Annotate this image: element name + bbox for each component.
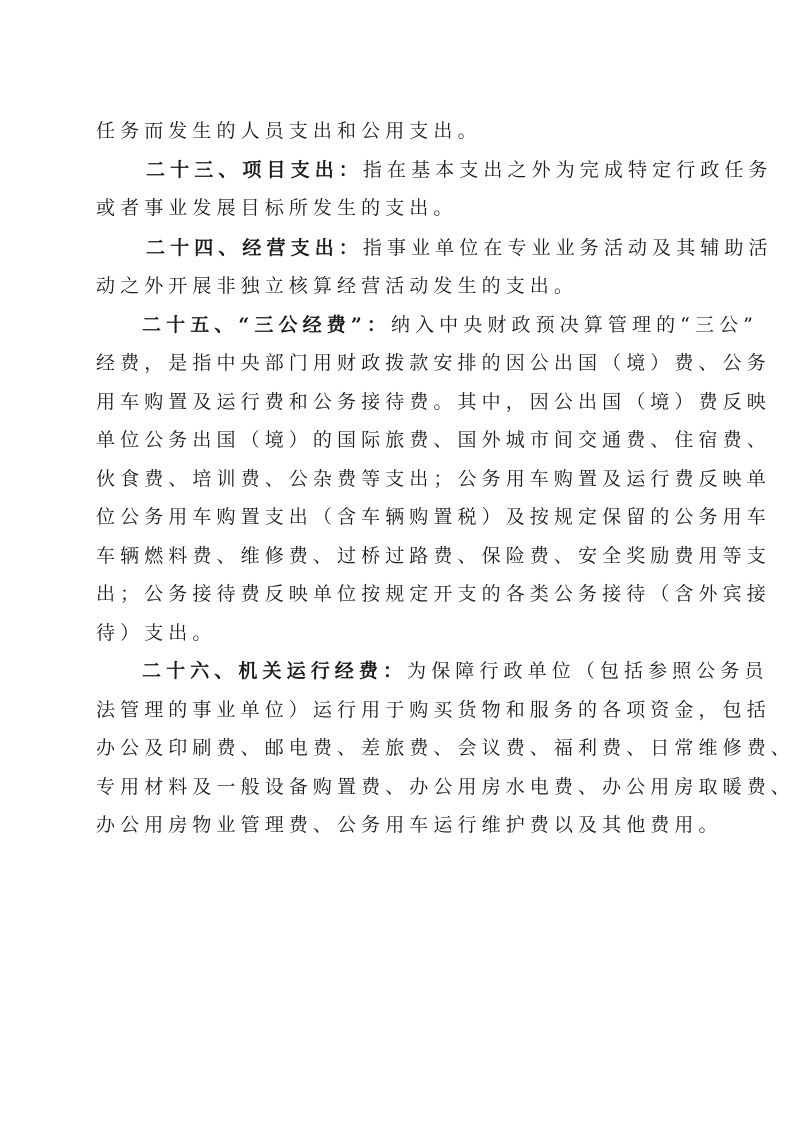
text-line: [96, 114, 482, 148]
term-heading: 二十五、“三公经费”：: [142, 314, 391, 336]
text-line: [96, 500, 771, 534]
line-text: 用车购置及运行费和公务接待费。其中，因公出国（境）费反映: [96, 391, 771, 413]
text-line: [96, 731, 795, 765]
line-text: 车辆燃料费、维修费、过桥过路费、保险费、安全奖励费用等支: [96, 545, 771, 567]
line-text: 法管理的事业单位）运行用于购买货物和服务的各项资金，包括: [96, 699, 771, 721]
term-line: [146, 231, 773, 265]
line-text: 位公务用车购置支出（含车辆购置税）及按规定保留的公务用车: [96, 506, 771, 528]
line-text: 为保障行政单位（包括参照公务员: [407, 660, 769, 682]
text-line: [96, 462, 771, 496]
line-text: 办公用房物业管理费、公务用车运行维护费以及其他费用。: [96, 814, 723, 836]
line-text: 任务而发生的人员支出和公用支出。: [96, 120, 482, 142]
line-text: 经费，是指中央部门用财政拨款安排的因公出国（境）费、公务: [96, 352, 771, 374]
text-line: [96, 770, 795, 804]
text-line: [96, 539, 771, 573]
text-line: [96, 693, 771, 727]
text-line: [96, 191, 458, 225]
text-line: [96, 808, 723, 842]
text-line: [96, 423, 771, 457]
text-line: [96, 346, 771, 380]
line-text: 待）支出。: [96, 622, 217, 644]
term-line: [146, 153, 773, 187]
text-line: [96, 269, 578, 303]
term-heading: 二十三、项目支出：: [146, 159, 363, 181]
text-line: [96, 385, 771, 419]
line-text: 指在基本支出之外为完成特定行政任务: [362, 159, 773, 181]
line-text: 纳入中央财政预决算管理的“三公”: [390, 314, 758, 336]
text-line: [96, 616, 217, 650]
line-text: 伙食费、培训费、公杂费等支出；公务用车购置及运行费反映单: [96, 468, 771, 490]
line-text: 专用材料及一般设备购置费、办公用房水电费、办公用房取暖费、: [96, 776, 795, 798]
line-text: 办公及印刷费、邮电费、差旅费、会议费、福利费、日常维修费、: [96, 737, 795, 759]
term-heading: 二十四、经营支出：: [146, 237, 363, 259]
line-text: 出；公务接待费反映单位按规定开支的各类公务接待（含外宾接: [96, 583, 771, 605]
line-text: 或者事业发展目标所发生的支出。: [96, 197, 458, 219]
term-line: [142, 308, 758, 342]
term-heading: 二十六、机关运行经费：: [142, 660, 408, 682]
text-line: [96, 577, 771, 611]
line-text: 指事业单位在专业业务活动及其辅助活: [362, 237, 773, 259]
term-line: [142, 654, 769, 688]
line-text: 动之外开展非独立核算经营活动发生的支出。: [96, 275, 579, 297]
line-text: 单位公务出国（境）的国际旅费、国外城市间交通费、住宿费、: [96, 429, 771, 451]
